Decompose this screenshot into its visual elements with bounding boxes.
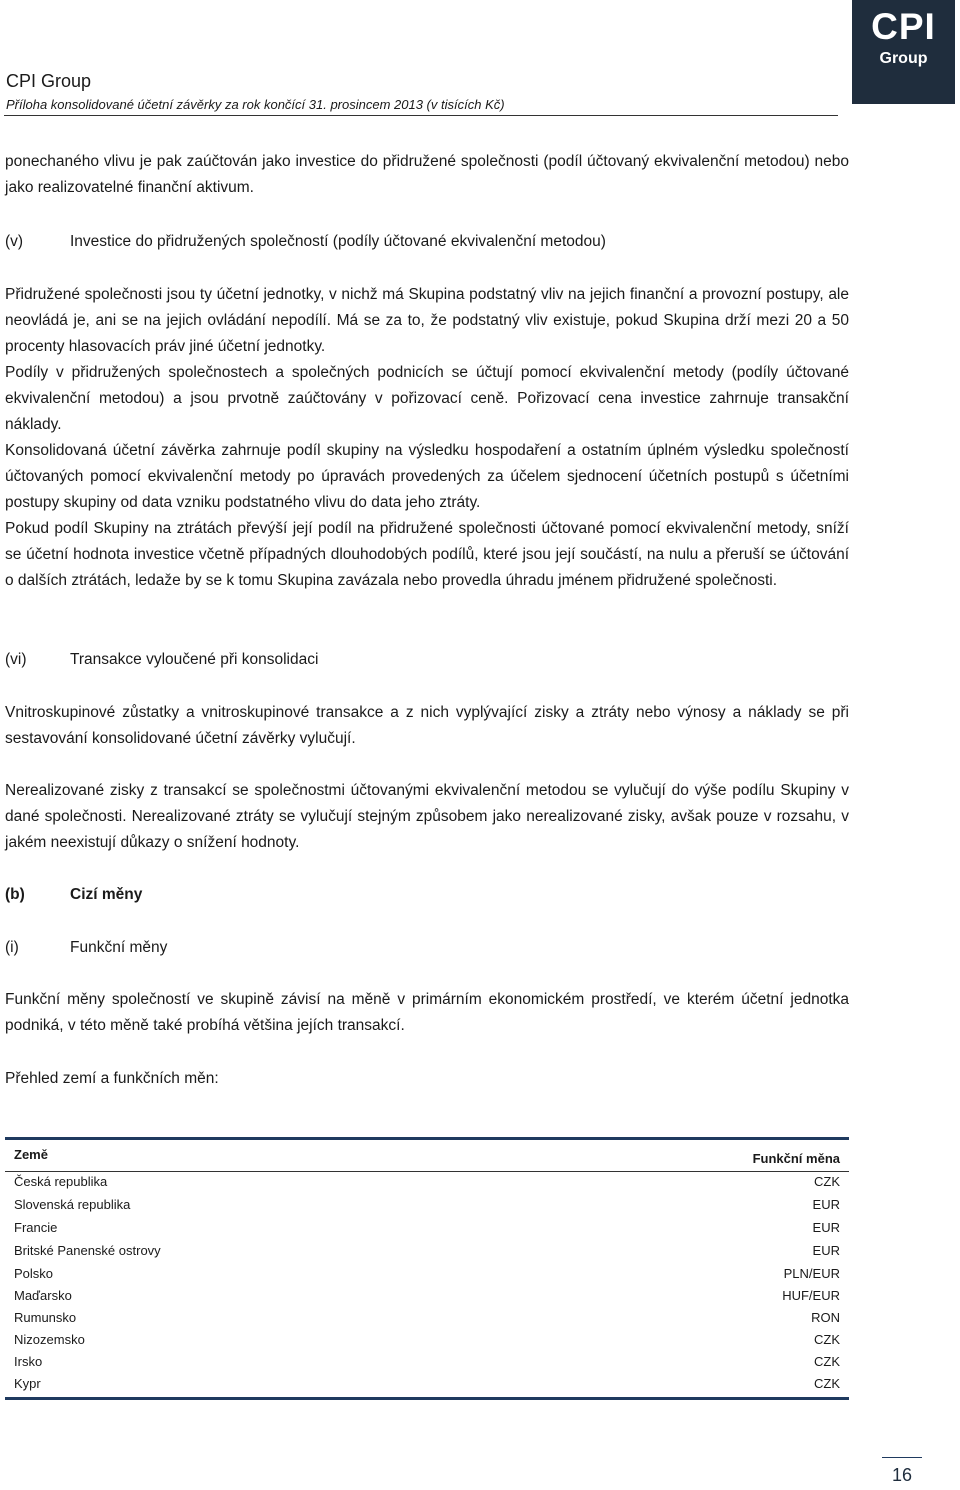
page-number-rule — [882, 1457, 922, 1458]
column-header-country: Země — [14, 1147, 48, 1162]
currency-cell: EUR — [812, 1220, 840, 1235]
paragraph-consolidated-share: Konsolidovaná účetní závěrka zahrnuje podíl skupiny na výsledku hospodaření a ostatním úplném výsledku společností účtovaných pomocí ekvivalenční metody po úpravách provedených za účelem sjednocení účetních postupů s účetními postupy skupiny od data vzniku podstatného vlivu do data jeho ztráty. — [5, 442, 849, 511]
column-header-currency: Funkční měna — [752, 1151, 840, 1166]
table-row — [5, 1197, 849, 1219]
country-cell: Irsko — [14, 1354, 43, 1369]
country-cell: Rumunsko — [14, 1310, 77, 1325]
section-title: Funkční měny — [70, 939, 168, 956]
section-number: (i) — [5, 939, 19, 956]
table-header-rule — [5, 1171, 849, 1172]
section-number: (vi) — [5, 651, 27, 668]
country-cell: Polsko — [14, 1266, 54, 1281]
page-number: 16 — [891, 1465, 913, 1485]
currency-cell: HUF/EUR — [782, 1288, 840, 1303]
country-cell: Francie — [14, 1220, 58, 1235]
table-row — [5, 1174, 849, 1196]
currency-cell: CZK — [814, 1174, 840, 1189]
paragraph-overview-intro: Přehled zemí a funkčních měn: — [5, 1070, 219, 1087]
currency-cell: EUR — [812, 1243, 840, 1258]
table-header — [5, 1145, 849, 1169]
table-row — [5, 1220, 849, 1242]
section-number: (v) — [5, 233, 24, 250]
cpi-group-logo — [852, 0, 955, 104]
paragraph-associates: Přidružené společnosti jsou ty účetní jednotky, v nichž má Skupina podstatný vliv na jejich finanční a provozní postupy, ale neovládá je, ani se na jejich ovládání nepodílí. Má se za to, že podstatný vliv existuje, pokud Skupina drží mezi 20 a 50 procenty hlasovacích práv jiné účetní jednotky. — [5, 286, 849, 355]
table-row — [5, 1354, 849, 1376]
company-name: CPI Group — [6, 71, 92, 91]
currency-cell: CZK — [814, 1354, 840, 1369]
logo-text: CPI — [871, 6, 936, 47]
table-row — [5, 1310, 849, 1332]
table-bottom-rule — [5, 1397, 849, 1400]
table-row — [5, 1243, 849, 1265]
header-divider — [4, 115, 838, 116]
paragraph-intragroup: Vnitroskupinové zůstatky a vnitroskupinové transakce a z nich vyplývající zisky a ztráty nebo výnosy a náklady se při sestavování konsolidované účetní závěrky vylučují. — [5, 704, 849, 747]
country-cell: Česká republika — [14, 1174, 108, 1189]
currency-cell: CZK — [814, 1332, 840, 1347]
section-title: Cizí měny — [70, 886, 143, 903]
section-number: (b) — [5, 886, 25, 903]
currency-cell: PLN/EUR — [783, 1266, 840, 1281]
paragraph-intro: ponechaného vlivu je pak zaúčtován jako investice do přidružené společnosti (podíl účtovaný ekvivalenční metodou) nebo jako realizovatelné finanční aktivum. — [5, 153, 849, 196]
section-title: Investice do přidružených společností (podíly účtované ekvivalenční metodou) — [70, 233, 606, 250]
table-row — [5, 1288, 849, 1310]
currency-cell: CZK — [814, 1376, 840, 1391]
table-row — [5, 1332, 849, 1354]
country-cell: Maďarsko — [14, 1288, 72, 1303]
currency-cell: EUR — [812, 1197, 840, 1212]
country-cell: Slovenská republika — [14, 1197, 131, 1212]
table-row — [5, 1376, 849, 1398]
logo-subtext: Group — [879, 50, 928, 67]
paragraph-equity-method: Podíly v přidružených společnostech a společných podnicích se účtují pomocí ekvivalenční metody (podíly účtované ekvivalenční metodou) a jsou prvotně zaúčtovány v pořizovací ceně. Pořizovací cena investice zahrnuje transakční náklady. — [5, 364, 849, 433]
country-cell: Britské Panenské ostrovy — [14, 1243, 161, 1258]
paragraph-functional-currency: Funkční měny společností ve skupině závisí na měně v primárním ekonomickém prostředí, ve kterém účetní jednotka podniká, v této měně také probíhá většina jejích transakcí. — [5, 991, 849, 1034]
currency-cell: RON — [811, 1310, 840, 1325]
table-row — [5, 1266, 849, 1288]
country-cell: Nizozemsko — [14, 1332, 85, 1347]
document-subtitle: Příloha konsolidované účetní závěrky za rok končící 31. prosincem 2013 (v tisících Kč) — [6, 97, 505, 112]
table-top-rule — [5, 1137, 849, 1140]
paragraph-unrealized: Nerealizované zisky z transakcí se společnostmi účtovanými ekvivalenční metodou se vylučují do výše podílu Skupiny v dané společnosti. Nerealizované ztráty se vylučují stejným způsobem jako nerealizované zisky, avšak pouze v rozsahu, v jakém neexistují důkazy o snížení hodnoty. — [5, 782, 849, 851]
paragraph-losses: Pokud podíl Skupiny na ztrátách převýší její podíl na přidružené společnosti účtované pomocí ekvivalenční metody, sníží se účetní hodnota investice včetně případných dlouhodobých podílů, které jsou její součástí, na nulu a přeruší se účtování o dalších ztrátách, ledaže by se k tomu Skupina zavázala nebo provedla úhradu jménem přidružené společnosti. — [5, 520, 849, 589]
currency-table — [5, 1137, 849, 1391]
section-title: Transakce vyloučené při konsolidaci — [70, 651, 319, 668]
country-cell: Kypr — [14, 1376, 41, 1391]
